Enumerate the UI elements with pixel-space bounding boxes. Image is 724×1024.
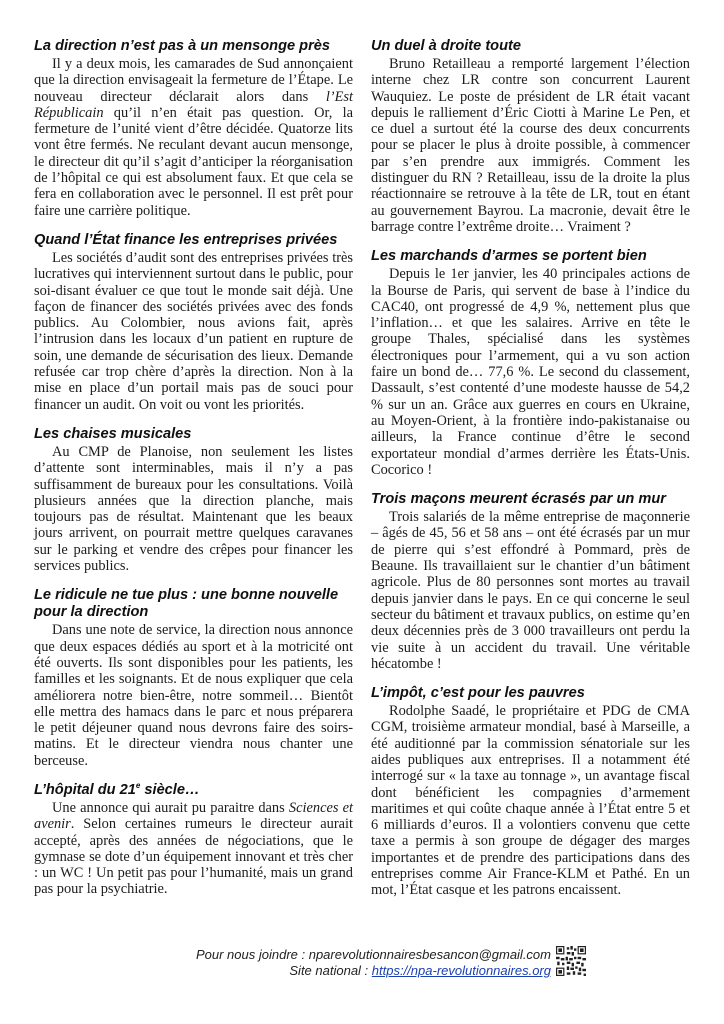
- article-title: Le ridicule ne tue plus : une bonne nouvelle pour la direction: [34, 587, 339, 621]
- article-title: L’impôt, c’est pour les pauvres: [371, 685, 585, 702]
- article-body: Bruno Retailleau a remporté largement l’élection interne chez LR contre son concurrent Laurent Wauquiez. Le poste de président de LR était vacant depuis le ralliement d’Éric Ciotti à Marine Le Pen, et ce duel a surtout été la course des deux concurrents pour se placer le plus à droite possible, à commencer par s’en prendre aux immigrés. Comment les distinguer du RN ? Retailleau, issu de la droite la plus réactionnaire se retrouve à la tête de LR, tout en étant au gouvernement Bayrou. La macronie, devait être le barrage contre l’extrême droite… Vraiment ?: [371, 56, 690, 235]
- article-body: Une annonce qui aurait pu paraitre dans Sciences et avenir. Selon certaines rumeurs le directeur aurait accepté, après des années de négociations, que le gymnase se dote d’un équipement innovant et très cher : un WC ! Un petit pas pour l’humanité, mais un grand pas pour la psychiatrie.: [34, 799, 353, 898]
- article: [34, 38, 353, 219]
- article-title: Les chaises musicales: [34, 425, 192, 442]
- article: [371, 248, 690, 478]
- article-body: Depuis le 1er janvier, les 40 principales actions de la Bourse de Paris, qui servent de base à l’indice du CAC40, ont progressé de 4,9 %, nettement plus que l’inflation… et que les salaires. Arrive en tête le groupe Thales, spécialisé dans les systèmes électroniques pour l’armement, qui a vu son action faire un bond de… 77,6 %. Le second du classement, Dassault, s’est contenté d’une modeste hausse de 54,2 % sur un an. Grâce aux guerres en cours en Ukraine, au Moyen-Orient, à la frontière indo-pakistanaise ou ailleurs, la France continue d’être le second exportateur mondial d’armes derrière les États-Unis. Cocorico !: [371, 266, 690, 478]
- article: [34, 587, 353, 769]
- article-title: L’hôpital du 21e siècle…: [34, 781, 200, 798]
- article-body: Dans une note de service, la direction nous annonce que deux espaces dédiés au sport et à la motricité ont été ouverts. Ils sont disponibles pour les patients, les familles et les soignants. Et de nous expliquer que cela améliorera notre bien-être, notre sommeil… Bientôt elle mettra des hamacs dans le parc et nous préparera le petit déjeuner quand nous devrons faire des soirs-matins. Et le directeur viendra nous chanter une berceuse.: [34, 622, 353, 769]
- article-title: Les marchands d’armes se portent bien: [371, 248, 647, 265]
- article: [34, 232, 353, 413]
- article: [34, 426, 353, 574]
- article-body: Les sociétés d’audit sont des entreprises privées très lucratives qui interviennent surtout dans le public, pour soi-disant évaluer ce que tout le monde sait déjà. Une façon de financer des sociétés privées avec des fonds publics. Au Colombier, nous avions fait, après l’intrusion dans les locaux d’un patient en rupture de soin, une demande de sécurisation des lieux. Demande refusée car trop chère d’après la direction. Non à la mise en place d’un portail mais pas de souci pour financer un audit. On voit ou vont les priorités.: [34, 249, 353, 413]
- article-title: Quand l’État finance les entreprises privées: [34, 231, 338, 248]
- article: [34, 782, 353, 898]
- contact-line: Pour nous joindre : nparevolutionnairesbesancon@gmail.com: [195, 947, 551, 962]
- contact-email[interactable]: nparevolutionnairesbesancon@gmail.com: [308, 947, 551, 962]
- site-link[interactable]: https://npa-revolutionnaires.org: [371, 962, 551, 978]
- site-line: Site national : https://npa-revolutionnaires.org: [289, 962, 551, 978]
- article-title: Trois maçons meurent écrasés par un mur: [371, 491, 666, 508]
- article: [371, 491, 690, 672]
- publication-name: Sciences et avenir: [34, 799, 353, 833]
- article: [371, 38, 690, 235]
- article-body: Rodolphe Saadé, le propriétaire et PDG de CMA CGM, troisième armateur mondial, basé à Marseille, a été auditionné par la commission sénatoriale sur les aides publiques aux entreprises. Il a notamment été interrogé sur « la taxe au tonnage », un avantage fiscal dont bénéficient les compagnies d’armement maritimes et qui coûte chaque année à l’État entre 5 et 6 milliards d’euros. Il a volontiers convenu que cette taxe a permis à son groupe de dégager des marges importantes et de prendre des participations dans des entreprises comme Air France-KLM et Pathé. En un mot, l’État casque et les patrons encaissent.: [371, 703, 690, 899]
- publication-name: l’Est Républicain: [34, 88, 353, 121]
- article-body: Il y a deux mois, les camarades de Sud annonçaient que la direction envisageait la fermeture de l’Étape. Le nouveau directeur déclarait alors dans l’Est Républicain qu’il n’en était pas question. Or, la fermeture de l’unité vient d’être décidée. Quatorze lits vont être fermés. Ne reculant devant aucun mensonge, le directeur dit qu’il s’agit d’anticiper la réorganisation de l’hôpital ce qui est absolument faux. Et que cela se fera en collaboration avec le personnel. Il est prêt pour faire une carrière politique.: [34, 56, 353, 219]
- footer-contact: [0, 947, 551, 978]
- article-body: Trois salariés de la même entreprise de maçonnerie – âgés de 45, 56 et 58 ans – ont été écrasés par un mur de pierre qui s’est effondré à Pommard, près de Beaune. Ils travaillaient sur le chantier d’un bâtiment agricole. Plus de 80 personnes sont mortes au travail depuis janvier dans le pays. En ce qui concerne le seul secteur du bâtiment et travaux publics, on estime qu’en deux décennies près de 3 000 travailleurs ont perdu la vie suite à un accident du travail. Une véritable hécatombe !: [371, 509, 690, 672]
- article: [371, 685, 690, 899]
- left-column: [34, 38, 353, 911]
- article-title: La direction n’est pas à un mensonge près: [34, 38, 331, 54]
- right-column: [371, 38, 690, 912]
- article-body: Au CMP de Planoise, non seulement les listes d’attente sont interminables, mais il n’y a pas suffisamment de bureaux pour les consultations. Voilà plusieurs années que la direction planche, mais toujours pas de résultat. Maintenant que les beaux jours arrivent, on pourrait mettre quelques caravanes sur le parking et vendre des crêpes pour financer les services publics.: [34, 443, 353, 575]
- article-title: Un duel à droite toute: [371, 38, 521, 54]
- qr-code-icon: [556, 946, 586, 976]
